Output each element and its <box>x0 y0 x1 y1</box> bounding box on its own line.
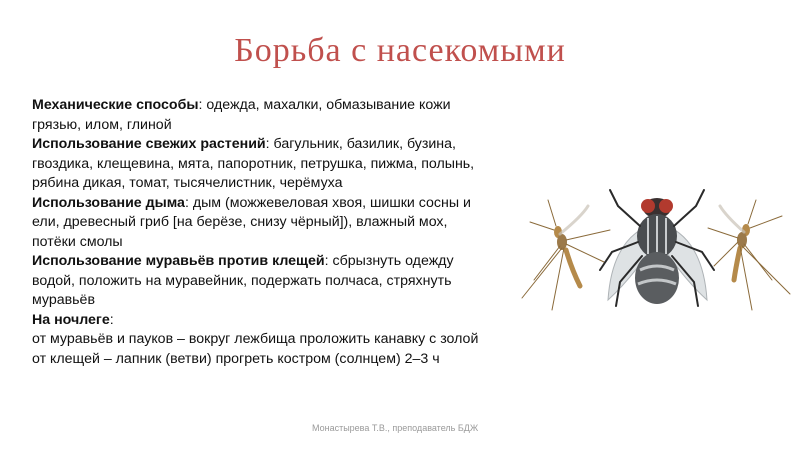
mosquito-icon <box>522 200 610 310</box>
section-heading: Использование дыма <box>32 194 185 211</box>
section-text: багульник, базилик, бузина, гвоздика, клещевина, мята, папоротник, петрушка, пижма, полынь, рябина дикая, томат, тысячелистник, черёмуха <box>32 136 475 191</box>
night-line: от муравьёв и пауков – вокруг лежбища проложить канавку с золой <box>32 331 479 347</box>
content-body <box>32 96 494 369</box>
section-text: дым (можжевеловая хвоя, шишки сосны и ели, древесный гриб [на берёзе, снизу чёрный]), влажный мох, потёки смолы <box>32 194 471 250</box>
night-line: от клещей – лапник (ветви) прогреть костром (солнцем) 2–3 ч <box>32 350 440 367</box>
mosquito-icon <box>708 200 790 310</box>
insects-illustration <box>500 170 800 330</box>
fly-icon <box>600 190 714 306</box>
section-night: На ночлеге: <box>32 311 114 328</box>
section-plants: Использование свежих растений: багульник, базилик, бузина, гвоздика, клещевина, мята, папоротник, петрушка, пижма, полынь, рябина дикая, томат, тысячелистник, черёмуха <box>32 136 475 191</box>
section-heading: Использование муравьёв против клещей <box>32 253 325 269</box>
section-heading: Использование свежих растений <box>32 136 266 152</box>
section-text: сбрызнуть одежду водой, положить на муравейник, подержать полчаса, стряхнуть муравьёв <box>32 253 454 308</box>
section-ants: Использование муравьёв против клещей: сбрызнуть одежду водой, положить на муравейник, подержать полчаса, стряхнуть муравьёв <box>32 253 454 308</box>
footer-author: Монастырева Т.В., преподаватель БДЖ <box>312 423 479 433</box>
section-text: одежда, махалки, обмазывание кожи грязью, илом, глиной <box>32 97 451 133</box>
slide-title: Борьба с насекомыми <box>234 32 566 69</box>
section-heading: Механические способы <box>32 97 199 113</box>
section-mechanical: Механические способы: одежда, махалки, обмазывание кожи грязью, илом, глиной <box>32 97 451 133</box>
section-smoke: Использование дыма: дым (можжевеловая хвоя, шишки сосны и ели, древесный гриб [на берёзе, снизу чёрный]), влажный мох, потёки смолы <box>32 194 471 250</box>
section-heading: На ночлеге <box>32 311 110 328</box>
